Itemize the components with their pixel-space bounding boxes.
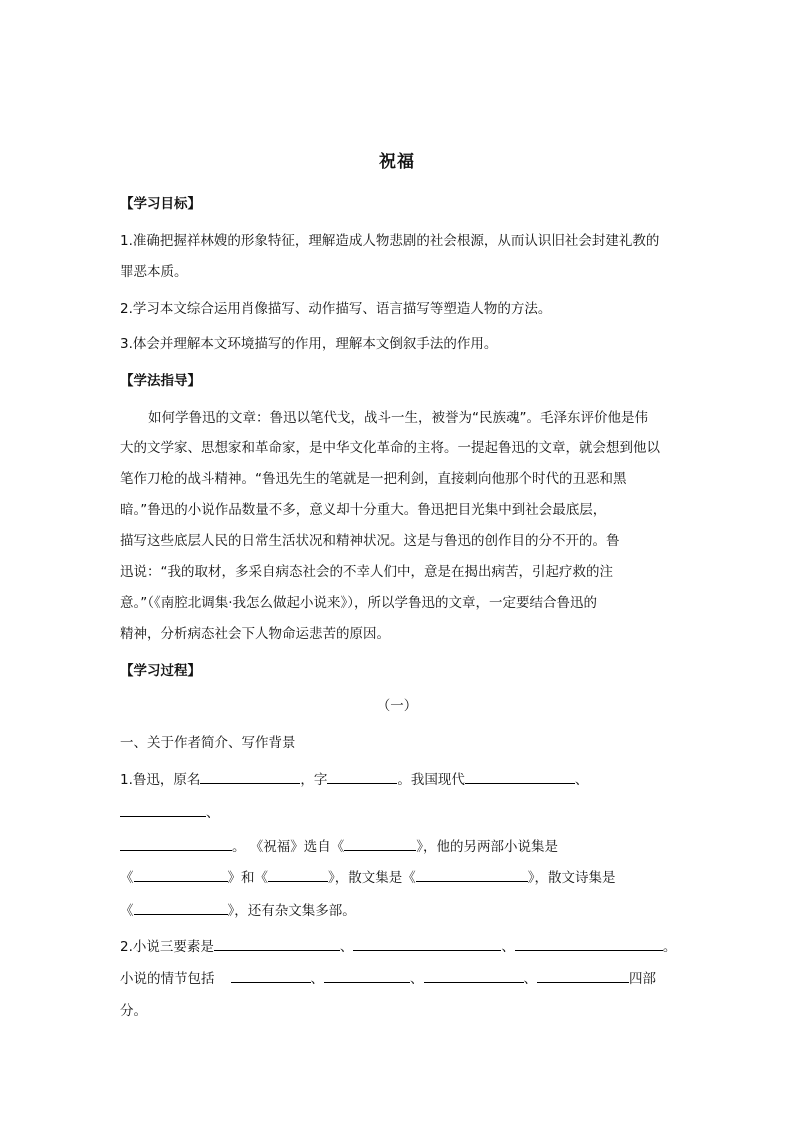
blank-element-2[interactable] — [353, 936, 501, 951]
question-heading: 一、关于作者简介、写作背景 — [120, 735, 296, 751]
goal-1-line-2: 罪恶本质。 — [120, 264, 188, 280]
guide-line-7: 意。”（《南腔北调集·我怎么做起小说来》），所以学鲁迅的文章，一定要结合鲁迅的 — [120, 595, 598, 611]
q2-text: 、 — [523, 971, 537, 987]
q1-text: 。 《祝福》选自《 — [232, 839, 345, 855]
q1-text: 》，他的另两部小说集是 — [416, 839, 559, 855]
part-label: （一） — [376, 698, 418, 714]
q2-text: 、 — [501, 939, 515, 955]
blank-plot-4[interactable] — [537, 968, 629, 983]
q1-text: 《 — [120, 870, 134, 886]
guide-line-1: 如何学鲁迅的文章：鲁迅以笔代戈，战斗一生，被誉为“民族魂”。毛泽东评价他是伟 — [148, 410, 648, 426]
q2-text: 、 — [410, 971, 424, 987]
blank-prose-poem-collection[interactable] — [134, 900, 228, 915]
q1-text: 》，还有杂文集多部。 — [227, 903, 356, 919]
question-2-row-2 — [120, 967, 656, 987]
blank-identity-2[interactable] — [120, 802, 206, 817]
q2-text: 、 — [339, 939, 354, 955]
section-heading-goals: 【学习目标】 — [120, 196, 201, 212]
blank-identity-1[interactable] — [465, 769, 575, 784]
page-title: 祝福 — [379, 152, 415, 172]
q2-text: 。 — [662, 939, 677, 955]
blank-identity-3[interactable] — [120, 836, 232, 851]
q2-text: 、 — [310, 971, 324, 987]
goal-3: 3.体会并理解本文环境描写的作用，理解本文倒叙手法的作用。 — [120, 336, 498, 352]
q1-text: 》和《 — [227, 870, 268, 886]
blank-plot-3[interactable] — [424, 968, 524, 983]
q1-text: 1.鲁迅，原名 — [120, 772, 201, 788]
q1-text: 》，散文集是《 — [328, 870, 416, 886]
blank-courtesy-name[interactable] — [327, 769, 397, 784]
goal-1-line-1: 1.准确把握祥林嫂的形象特征，理解造成人物悲剧的社会根源，从而认识旧社会封建礼教的 — [120, 233, 660, 249]
section-heading-process: 【学习过程】 — [120, 663, 201, 679]
q1-text: 、 — [574, 772, 589, 788]
blank-novel-collection-2[interactable] — [268, 867, 328, 882]
q1-text: 。我国现代 — [397, 772, 465, 788]
blank-plot-1[interactable] — [231, 968, 311, 983]
guide-line-3: 笔作刀枪的战斗精神。“鲁迅先生的笔就是一把利剑，直接刺向他那个时代的丑恶和黑 — [120, 471, 627, 487]
q2-text: 2.小说三要素是 — [120, 939, 214, 955]
guide-line-6: 迅说：“我的取材，多采自病态社会的不幸人们中，意是在揭出病苦，引起疗救的注 — [120, 564, 613, 580]
question-1-row-2 — [120, 801, 220, 821]
question-1-row-3 — [120, 835, 558, 855]
question-1-row-5 — [120, 899, 356, 919]
blank-prose-collection[interactable] — [416, 867, 528, 882]
goal-2: 2.学习本文综合运用肖像描写、动作描写、语言描写等塑造人物的方法。 — [120, 301, 552, 317]
blank-source-collection[interactable] — [344, 836, 416, 851]
blank-plot-2[interactable] — [324, 968, 410, 983]
guide-line-4: 暗。”鲁迅的小说作品数量不多，意义却十分重大。鲁迅把目光集中到社会最底层， — [120, 502, 607, 518]
guide-line-5: 描写这些底层人民的日常生活状况和精神状况。这是与鲁迅的创作目的分不开的。鲁 — [120, 533, 620, 549]
question-1-row-4 — [120, 866, 616, 886]
blank-original-name[interactable] — [200, 769, 300, 784]
blank-novel-collection-1[interactable] — [134, 867, 228, 882]
q2-text: 小说的情节包括 — [120, 971, 215, 987]
q1-text: 》，散文诗集是 — [527, 870, 616, 886]
blank-element-3[interactable] — [515, 936, 663, 951]
question-2-row-3: 分。 — [120, 1003, 147, 1019]
q1-text: 《 — [120, 903, 134, 919]
guide-line-2: 大的文学家、思想家和革命家，是中华文化革命的主将。一提起鲁迅的文章，就会想到他以 — [120, 440, 660, 456]
guide-line-8: 精神，分析病态社会下人物命运悲苦的原因。 — [120, 626, 390, 642]
question-2-row-1 — [120, 935, 676, 955]
question-1-row-1 — [120, 768, 588, 788]
blank-element-1[interactable] — [214, 936, 340, 951]
q2-text: 四部 — [629, 971, 656, 987]
section-heading-method: 【学法指导】 — [120, 373, 201, 389]
q1-text: 、 — [206, 805, 220, 821]
q1-text: ，字 — [300, 772, 328, 788]
